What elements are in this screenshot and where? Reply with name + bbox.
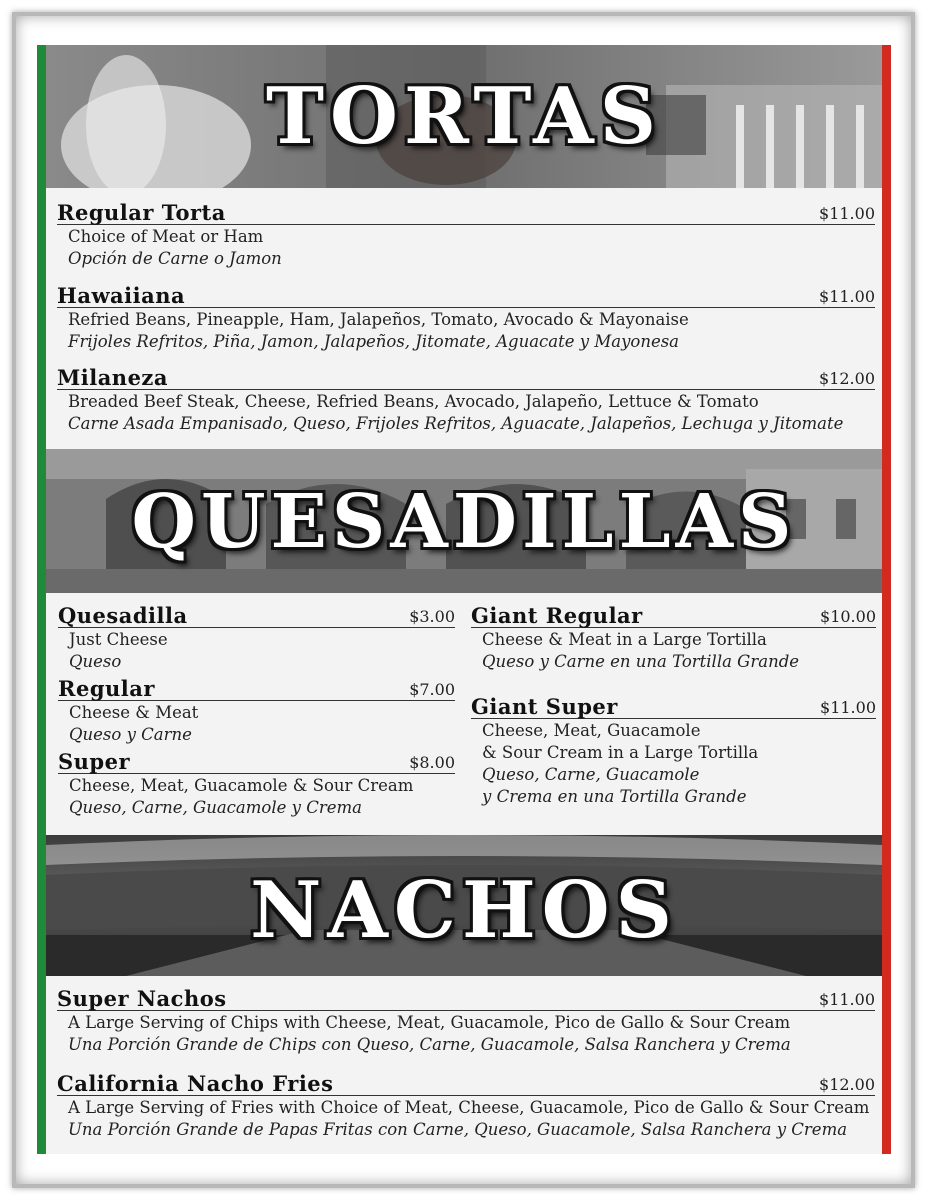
item-name: Milaneza bbox=[57, 365, 168, 390]
item-description-en-2: & Sour Cream in a Large Tortilla bbox=[482, 743, 759, 762]
menu-item bbox=[57, 200, 875, 270]
item-description-es: Una Porción Grande de Papas Fritas con Carne, Queso, Guacamole, Salsa Ranchera y Crema bbox=[68, 1120, 848, 1139]
item-description-en: Refried Beans, Pineapple, Ham, Jalapeños, Tomato, Avocado & Mayonaise bbox=[68, 310, 689, 329]
item-name: California Nacho Fries bbox=[57, 1071, 334, 1096]
menu-item bbox=[58, 603, 455, 673]
item-description-en: Breaded Beef Steak, Cheese, Refried Beans, Avocado, Jalapeño, Lettuce & Tomato bbox=[68, 392, 759, 411]
tortas-banner bbox=[46, 45, 882, 188]
item-description-es: Queso, Carne, Guacamole bbox=[482, 765, 700, 784]
item-price: $11.00 bbox=[820, 698, 876, 717]
item-description-en: Just Cheese bbox=[69, 630, 168, 649]
item-description-en: A Large Serving of Fries with Choice of Meat, Cheese, Guacamole, Pico de Gallo & Sour Cream bbox=[68, 1098, 870, 1117]
item-price: $11.00 bbox=[819, 990, 875, 1009]
item-description-en: A Large Serving of Chips with Cheese, Meat, Guacamole, Pico de Gallo & Sour Cream bbox=[68, 1013, 791, 1032]
item-description-es: Opción de Carne o Jamon bbox=[68, 249, 282, 268]
menu-item bbox=[57, 283, 875, 353]
item-name: Giant Regular bbox=[471, 603, 643, 628]
quesadillas-banner bbox=[46, 449, 882, 593]
menu-item bbox=[57, 1071, 875, 1141]
item-price: $11.00 bbox=[819, 287, 875, 306]
flag-stripe-red bbox=[882, 45, 891, 1154]
menu-item bbox=[57, 986, 875, 1056]
item-price: $11.00 bbox=[819, 204, 875, 223]
item-price: $10.00 bbox=[820, 607, 876, 626]
item-description-es-2: y Crema en una Tortilla Grande bbox=[482, 787, 747, 806]
item-description-es: Frijoles Refritos, Piña, Jamon, Jalapeños, Jitomate, Aguacate y Mayonesa bbox=[68, 332, 680, 351]
item-description-en: Cheese & Meat in a Large Tortilla bbox=[482, 630, 767, 649]
item-description-es: Queso bbox=[69, 652, 122, 671]
item-price: $12.00 bbox=[819, 369, 875, 388]
item-description-en: Cheese & Meat bbox=[69, 703, 199, 722]
item-name: Regular bbox=[58, 676, 155, 701]
item-name: Super Nachos bbox=[57, 986, 227, 1011]
item-description-en: Cheese, Meat, Guacamole bbox=[482, 721, 701, 740]
item-description-es: Queso y Carne en una Tortilla Grande bbox=[482, 652, 800, 671]
tortas-title: TORTAS bbox=[265, 71, 663, 162]
item-price: $8.00 bbox=[409, 753, 455, 772]
item-price: $7.00 bbox=[409, 680, 455, 699]
item-name: Giant Super bbox=[471, 694, 618, 719]
item-description-en: Choice of Meat or Ham bbox=[68, 227, 264, 246]
flag-stripe-green bbox=[37, 45, 46, 1154]
item-description-es: Carne Asada Empanisado, Queso, Frijoles Refritos, Aguacate, Jalapeños, Lechuga y Jitomate bbox=[68, 414, 844, 433]
item-description-en: Cheese, Meat, Guacamole & Sour Cream bbox=[69, 776, 414, 795]
menu-item bbox=[58, 749, 455, 819]
item-name: Super bbox=[58, 749, 131, 774]
menu-page bbox=[37, 45, 891, 1154]
item-name: Hawaiiana bbox=[57, 283, 186, 308]
menu-item bbox=[471, 603, 876, 673]
item-name: Regular Torta bbox=[57, 200, 226, 225]
item-price: $12.00 bbox=[819, 1075, 875, 1094]
quesadillas-title: QUESADILLAS bbox=[131, 479, 797, 565]
item-price: $3.00 bbox=[409, 607, 455, 626]
nachos-title: NACHOS bbox=[250, 865, 678, 956]
item-name: Quesadilla bbox=[58, 603, 188, 628]
item-description-es: Queso, Carne, Guacamole y Crema bbox=[69, 798, 362, 817]
nachos-banner bbox=[46, 835, 882, 976]
menu-item bbox=[471, 694, 876, 808]
menu-item bbox=[57, 365, 875, 435]
item-description-es: Queso y Carne bbox=[69, 725, 192, 744]
item-description-es: Una Porción Grande de Chips con Queso, Carne, Guacamole, Salsa Ranchera y Crema bbox=[68, 1035, 791, 1054]
menu-item bbox=[58, 676, 455, 746]
